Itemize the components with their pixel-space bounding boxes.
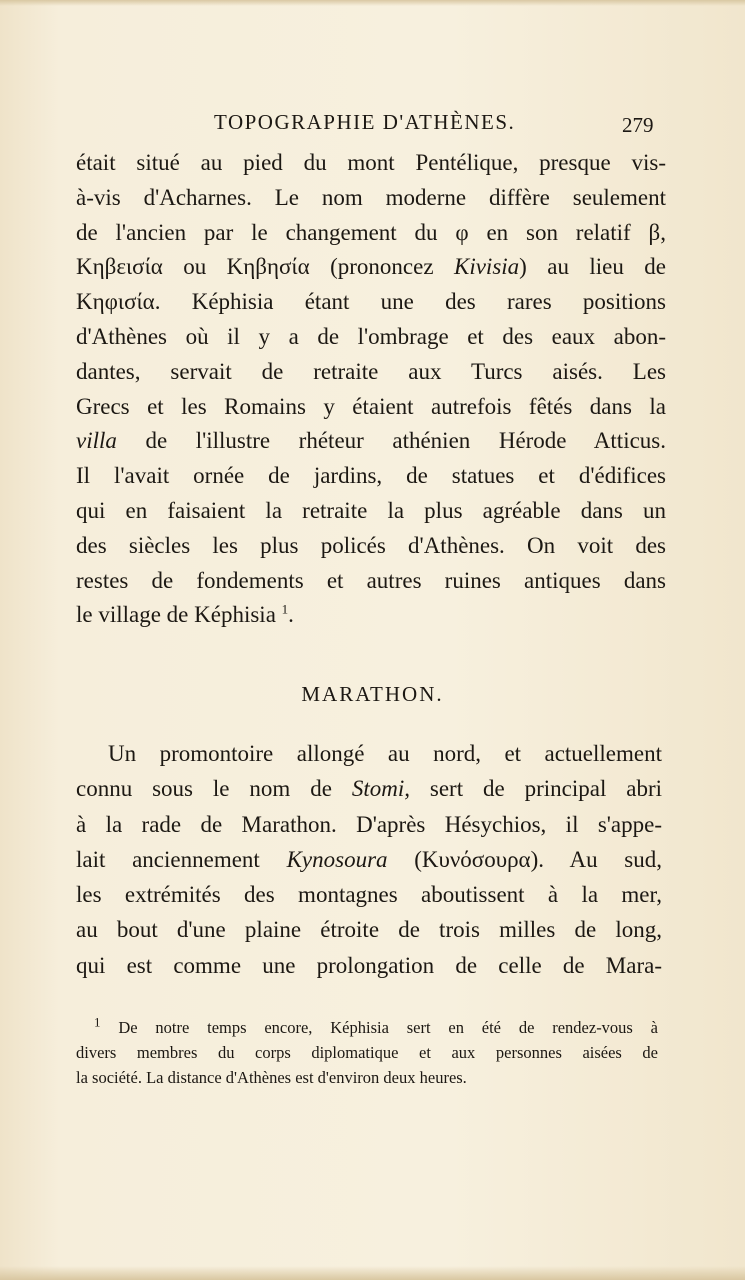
text-line: de l'ancien par le changement du φ en son relatif β,: [76, 219, 666, 245]
text-line: Grecs et les Romains y étaient autrefois fêtés dans la: [76, 393, 666, 419]
text-line: [76, 250, 666, 285]
page-header: [0, 108, 745, 138]
text-segment: de l'illustre rhéteur athénien Hérode Atticus.: [116, 428, 666, 454]
text-line: [76, 424, 666, 459]
text-segment: De notre temps encore, Képhisia sert en été de rendez-vous à: [100, 1018, 658, 1037]
footnote-ref: 1: [281, 601, 289, 617]
text-line: [76, 771, 662, 806]
text-line: qui est comme une prolongation de celle de Mara-: [76, 952, 662, 978]
text-line: Un promontoire allongé au nord, et actuellement: [108, 741, 662, 766]
text-line: restes de fondements et autres ruines antiques dans: [76, 567, 666, 593]
footnote-line: [76, 1015, 658, 1040]
paragraph-kephisia: [76, 146, 666, 633]
footnote-line: divers membres du corps diplomatique et aux personnes aisées de: [76, 1043, 658, 1062]
italic-term: Stomi,: [351, 776, 410, 802]
italic-term: Kynosoura: [286, 846, 388, 872]
text-line: à-vis d'Acharnes. Le nom moderne diffère seulement: [76, 184, 666, 210]
text-line: [76, 598, 666, 633]
text-line: les extrémités des montagnes aboutissent à la mer,: [76, 882, 662, 908]
running-head: TOPOGRAPHIE D'ATHÈNES.: [214, 110, 516, 134]
text-line: Il l'avait ornée de jardins, de statues et d'édifices: [76, 463, 666, 489]
text-line: était situé au pied du mont Pentélique, presque vis-: [76, 150, 666, 175]
text-segment: ) au lieu de: [519, 254, 666, 280]
text-line: des siècles les plus policés d'Athènes. On voit des: [76, 532, 666, 558]
text-segment: Κηβεισία ou Κηβησία (prononcez: [76, 254, 434, 280]
text-line: Κηφισία. Képhisia étant une des rares positions: [76, 289, 666, 315]
text-line: à la rade de Marathon. D'après Hésychios, il s'appe-: [76, 811, 662, 837]
text-segment: (Κυνόσουρα). Au sud,: [387, 846, 663, 872]
page-top-edge: [0, 0, 745, 6]
text-line: dantes, servait de retraite aux Turcs aisés. Les: [76, 358, 666, 384]
text-segment: le village de Képhisia: [76, 602, 276, 628]
text-segment: lait anciennement: [76, 846, 260, 872]
text-line: d'Athènes où il y a de l'ombrage et des eaux abon-: [76, 323, 666, 349]
text-line: qui en faisaient la retraite la plus agréable dans un: [76, 497, 666, 523]
text-line: [76, 842, 662, 877]
paragraph-marathon: [76, 736, 662, 983]
italic-term: villa: [76, 428, 117, 454]
page-bottom-edge: [0, 1266, 745, 1280]
text-segment: connu sous le nom de: [76, 776, 332, 802]
text-segment: sert de principal abri: [409, 776, 663, 802]
footnote-line: la société. La distance d'Athènes est d'environ deux heures.: [76, 1068, 467, 1087]
text-segment: .: [288, 602, 294, 628]
footnote: [76, 1015, 658, 1090]
footnote-marker: 1: [94, 1014, 101, 1030]
page-number: 279: [622, 113, 654, 137]
text-line: au bout d'une plaine étroite de trois milles de long,: [76, 917, 662, 943]
italic-term: Kivisia: [453, 254, 520, 280]
section-title: MARATHON.: [301, 682, 444, 706]
